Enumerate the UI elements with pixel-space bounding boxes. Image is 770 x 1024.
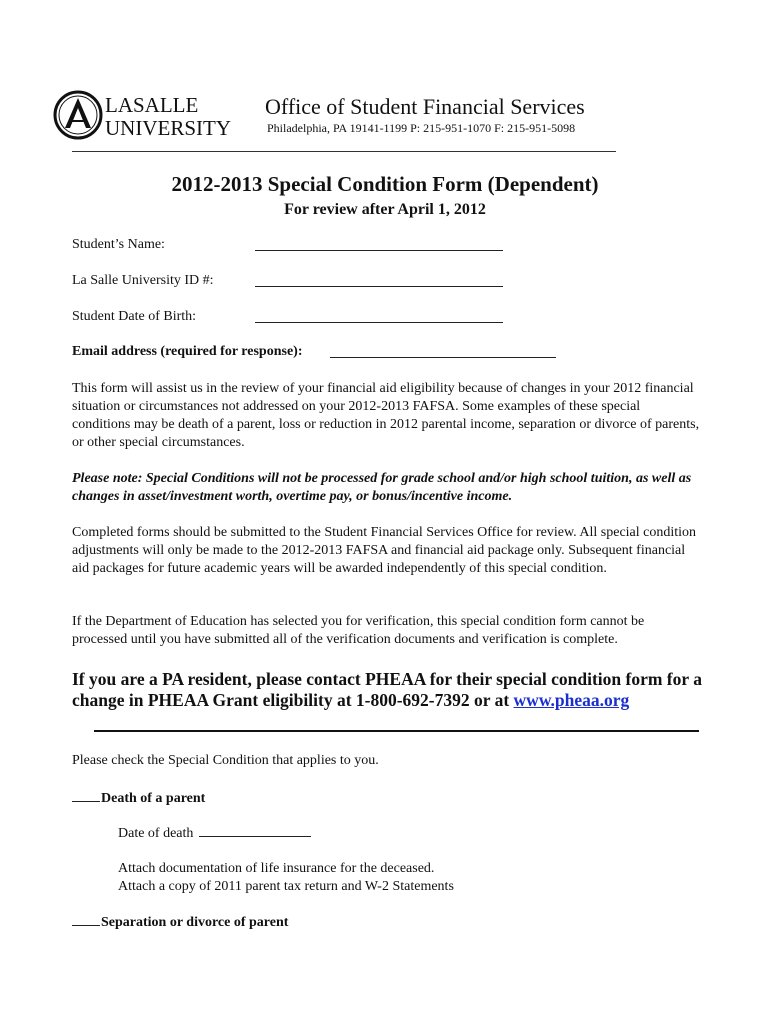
header-divider xyxy=(72,151,616,152)
intro-paragraph: This form will assist us in the review of your financial aid eligibility because of changes in your 2012 financial situation or circumstances not addressed on your 2012-2013 FAFSA. Some examples of these special conditions may be death of a parent, loss or reduction in 2012 parental income, separation or divorce of parents, or other special circumstances. xyxy=(72,381,700,450)
date-of-death-row xyxy=(118,824,311,842)
separation-row xyxy=(72,913,288,931)
separation-label: Separation or divorce of parent xyxy=(101,915,289,930)
attach-tax-return: Attach a copy of 2011 parent tax return and W-2 Statements xyxy=(118,879,454,894)
dob-label: Student Date of Birth: xyxy=(72,309,197,324)
date-of-death-field[interactable] xyxy=(199,824,311,837)
death-of-parent-row xyxy=(72,789,205,807)
pheaa-link[interactable]: www.pheaa.org xyxy=(513,690,630,710)
dob-field[interactable] xyxy=(255,322,503,323)
office-contact: Philadelphia, PA 19141-1199 P: 215-951-1070 F: 215-951-5098 xyxy=(267,121,576,135)
form-subtitle: For review after April 1, 2012 xyxy=(284,201,486,218)
logo-text-top: LASALLE xyxy=(105,93,199,117)
death-of-parent-label: Death of a parent xyxy=(101,791,206,806)
email-label: Email address (required for response): xyxy=(72,344,303,359)
condition-instruction: Please check the Special Condition that applies to you. xyxy=(72,753,379,768)
student-name-label: Student’s Name: xyxy=(72,237,165,252)
attach-life-insurance: Attach documentation of life insurance for the deceased. xyxy=(118,861,435,876)
death-of-parent-checkbox[interactable] xyxy=(72,789,100,802)
section-divider xyxy=(94,730,699,732)
submission-paragraph: Completed forms should be submitted to the Student Financial Services Office for review. All special condition adjustments will only be made to the 2012-2013 FAFSA and financial aid package only. Subsequent financial aid packages for future academic years will be awarded independently of this special condition. xyxy=(72,525,697,576)
office-title: Office of Student Financial Services xyxy=(265,94,585,119)
form-title: 2012-2013 Special Condition Form (Dependent) xyxy=(171,172,599,196)
email-field[interactable] xyxy=(330,357,556,358)
student-name-field[interactable] xyxy=(255,250,503,251)
note-paragraph: Please note: Special Conditions will not be processed for grade school and/or high school tuition, as well as changes in asset/investment worth, overtime pay, or bonus/incentive income. xyxy=(72,471,692,504)
verification-paragraph: If the Department of Education has selected you for verification, this special condition form cannot be processed until you have submitted all of the verification documents and verification is complete. xyxy=(72,614,645,647)
student-id-label: La Salle University ID #: xyxy=(72,273,214,288)
separation-checkbox[interactable] xyxy=(72,913,100,926)
student-id-field[interactable] xyxy=(255,286,503,287)
logo-text-bottom: UNIVERSITY xyxy=(105,116,231,140)
lasalle-university-logo xyxy=(53,88,243,142)
pa-resident-notice xyxy=(72,669,712,711)
pa-notice-text: If you are a PA resident, please contact PHEAA for their special condition form for a change in PHEAA Grant eligibility at 1-800-692-7392 or at xyxy=(72,669,702,710)
date-of-death-label: Date of death xyxy=(118,826,194,841)
logo-emblem-icon xyxy=(55,92,101,138)
